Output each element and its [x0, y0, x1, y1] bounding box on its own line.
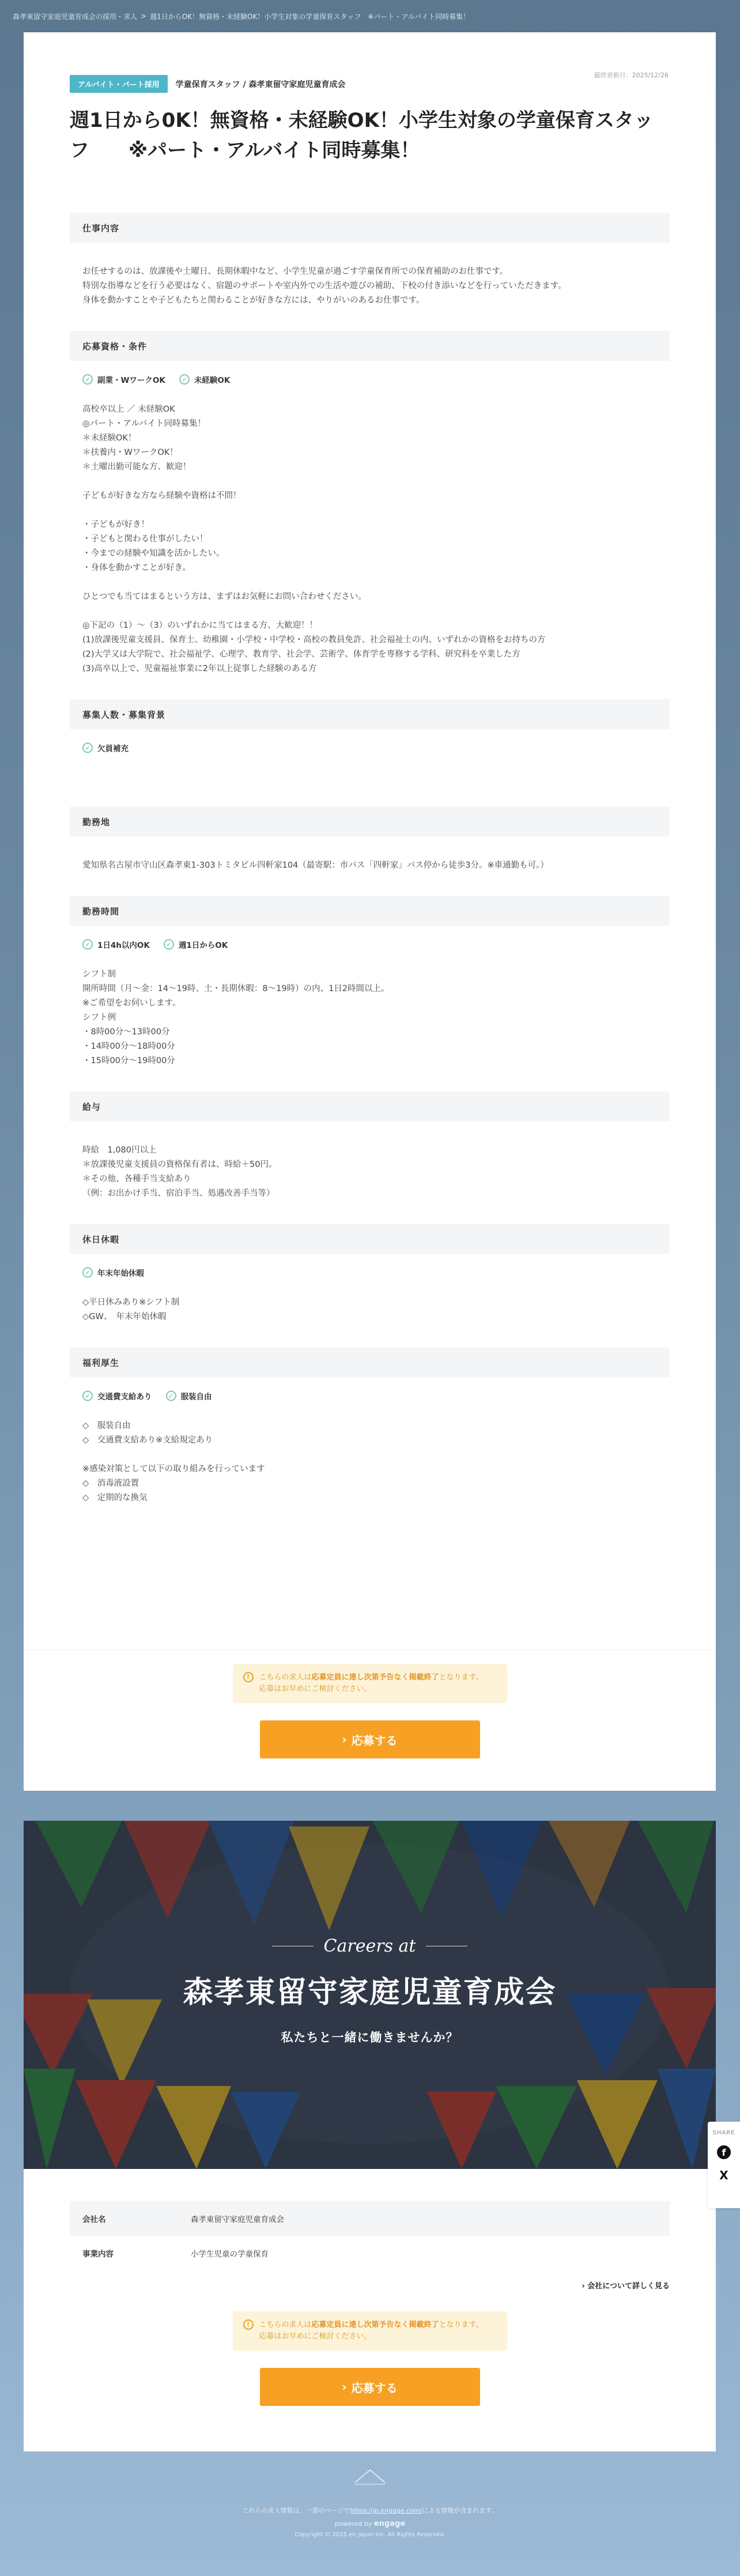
feature-chip: ✓ 副業・WワークOK [82, 374, 165, 385]
check-icon: ✓ [179, 374, 190, 385]
facebook-icon[interactable]: f [717, 2145, 731, 2159]
company-more-link[interactable]: › 会社について詳しく見る [582, 2282, 670, 2291]
deadline-notice: ! こちらの求人は応募定員に達し次第予告なく掲載終了となります。 応募はお早めにご検討ください。 [233, 1664, 507, 1703]
footer-disclaimer: これらの求人情報は、一部のページでhttps://jp.engage.com/による情報が含まれます。 [242, 2507, 498, 2514]
warning-icon: ! [243, 1672, 254, 1682]
breadcrumb-company-link[interactable]: 森孝東留守家庭児童育成会の採用・求人 [13, 12, 138, 21]
info-row-company-name: 会社名 森孝東留守家庭児童育成会 [70, 2201, 670, 2236]
chip-list [70, 926, 670, 950]
occupation-label: 学童保育スタッフ / 森孝東留守家庭児童育成会 [175, 80, 346, 89]
divider [24, 1649, 716, 1650]
x-twitter-icon[interactable]: X [719, 2168, 728, 2182]
section-body: お任せするのは、放課後や土曜日、長期休暇中など、小学生児童が過ごす学童保育所での保育補助のお仕事です。 特別な指導などを行う必要はなく、宿題のサポートや室内外での生活や遊びの補助、下校の付き添いなどを行っていただきます。 身体を動かすことや子どもたちと関わることが好きな方には、やりがいのあるお仕事です。 [82, 267, 567, 305]
warning-icon: ! [243, 2319, 254, 2330]
footer [0, 2468, 740, 2538]
section-heading: 勤務時間 [70, 896, 670, 926]
section-heading: 勤務地 [70, 807, 670, 837]
section-location [70, 807, 670, 873]
hero-text [24, 1936, 716, 2046]
check-icon: ✓ [82, 743, 93, 753]
section-body: 愛知県名古屋市守山区森孝東1-303トミタビル四軒家104（最寄駅：市バス「四軒家」バス停から徒歩3分。※車通勤も可。） [82, 861, 549, 870]
chip-list [70, 1254, 670, 1278]
section-holiday [70, 1224, 670, 1324]
section-salary [70, 1091, 670, 1201]
section-recruit [70, 699, 670, 754]
feature-chip: ✓ 週1日からOK [164, 939, 228, 950]
section-heading: 募集人数・募集背景 [70, 699, 670, 729]
employment-type-badge: アルバイト・パート採用 [70, 75, 168, 93]
copyright: Copyright © 2025 en japan inc. All Rights Reserved. [295, 2532, 445, 2538]
powered-by: powered by engage [334, 2519, 406, 2528]
section-heading: 休日休暇 [70, 1224, 670, 1254]
feature-chip: ✓ 交通費支給あり [82, 1390, 152, 1402]
apply-area [24, 1664, 716, 1758]
section-work [70, 213, 670, 308]
chip-list [70, 729, 670, 754]
feature-chip: ✓ 欠員補充 [82, 742, 129, 754]
info-row-business: 事業内容 小学生児童の学童保育 [82, 2250, 269, 2259]
breadcrumb-current: 週1日からOK！無資格・未経験OK！小学生対象の学童保育スタッフ ※パート・アルバイト同時募集！ [150, 12, 470, 21]
check-icon: ✓ [82, 1391, 93, 1401]
updated-date: 最終更新日：2025/12/26 [594, 71, 669, 79]
feature-chip: ✓ 未経験OK [179, 374, 230, 385]
section-hours [70, 896, 670, 1068]
chevron-right-icon: › [342, 1733, 347, 1746]
job-detail-card [24, 32, 716, 1791]
deadline-notice: ! こちらの求人は応募定員に達し次第予告なく掲載終了となります。 応募はお早めにご検討ください。 [233, 2311, 507, 2351]
section-heading: 給与 [70, 1091, 670, 1121]
apply-button[interactable]: › 応募する [260, 1720, 480, 1758]
breadcrumb [0, 0, 740, 32]
feature-chip: ✓ 服装自由 [166, 1390, 212, 1402]
check-icon: ✓ [82, 374, 93, 385]
section-heading: 応募資格・条件 [70, 331, 670, 361]
back-to-top-icon[interactable] [354, 2468, 386, 2485]
hero-company-name: 森孝東留守家庭児童育成会 [183, 1975, 557, 2010]
section-body: ◇平日休みあり※シフト制 ◇GW、 年末年始休暇 [82, 1298, 180, 1321]
careers-heading: Careers at [24, 1936, 716, 1956]
share-label: SHARE [712, 2130, 735, 2136]
section-heading: 福利厚生 [70, 1347, 670, 1377]
company-hero [24, 1821, 716, 2169]
job-tags [70, 75, 670, 93]
section-qualification [70, 331, 670, 676]
check-icon: ✓ [82, 1267, 93, 1278]
section-body: ◇ 服装自由 ◇ 交通費支給あり※支給規定あり ※感染対策として以下の取り組みを行っています ◇ 消毒液設置 ◇ 定期的な換気 [82, 1421, 265, 1502]
section-body: シフト制 開所時間（月～金：14～19時、土・長期休暇：8～19時）の内、1日2時間以上。 ※ご希望をお伺いします。 シフト例 ・8時00分～13時00分 ・14時00分～18時00分 ・15時00分～19時00分 [82, 970, 390, 1065]
section-heading: 仕事内容 [70, 213, 670, 243]
page-title: 週1日から0K！無資格・未経験OK！小学生対象の学童保育スタッフ ※パート・アルバイト同時募集！ [70, 109, 654, 162]
chevron-right-icon: › [342, 2380, 347, 2394]
breadcrumb-separator: > [141, 12, 147, 20]
feature-chip: ✓ 年末年始休暇 [82, 1267, 144, 1278]
apply-button-bottom[interactable]: › 応募する [260, 2368, 480, 2406]
footer-link[interactable]: https://jp.engage.com/ [350, 2507, 422, 2514]
section-body: 時給 1,080円以上 ＊放課後児童支援員の資格保有者は、時給＋50円。 ＊その他、各種手当支給あり （例：お出かけ手当、宿泊手当、処遇改善手当等） [82, 1146, 277, 1198]
company-info-card [24, 2169, 716, 2451]
engage-logo[interactable]: engage [373, 2519, 406, 2528]
feature-chip: ✓ 1日4h以内OK [82, 939, 150, 950]
check-icon: ✓ [166, 1391, 176, 1401]
section-body: 高校卒以上 ／ 未経験OK ◎パート・アルバイト同時募集！ ＊未経験OK！ ＊扶養内・WワークOK！ ＊土曜出勤可能な方、歓迎！ 子どもが好きな方なら経験や資格は不問！ ・子どもが好き！ ・子どもと関わる仕事がしたい！ ・今までの経験や知識を活かしたい。 ・身体を動かすことが好き。 ひとつでも当てはまるという方は、まずはお気軽にお問い合わせください。 ◎下記の（1）～（3）のいずれかに当てはまる方、大歓迎！！ (1)放課後児童支援員、保育士、幼稚園・小学校・中学校・高校の教員免許、社会福祉士の内、いずれかの資格をお持ちの方 (2)大学又は大学院で、社会福祉学、心理学、教育学、社会学、芸術学、体育学を専修する学科、研究科を卒業した方 (3)高卒以上で、児童福祉事業に2年以上従事した経験のある方 [82, 405, 546, 673]
section-welfare [70, 1347, 670, 1505]
check-icon: ✓ [82, 939, 93, 950]
hero-subtitle: 私たちと一緒に働きませんか？ [281, 2031, 459, 2044]
apply-area-bottom [70, 2311, 670, 2406]
share-widget [708, 2122, 740, 2208]
chevron-right-icon: › [582, 2282, 585, 2291]
check-icon: ✓ [164, 939, 174, 950]
chip-list [70, 361, 670, 385]
chip-list [70, 1377, 670, 1402]
